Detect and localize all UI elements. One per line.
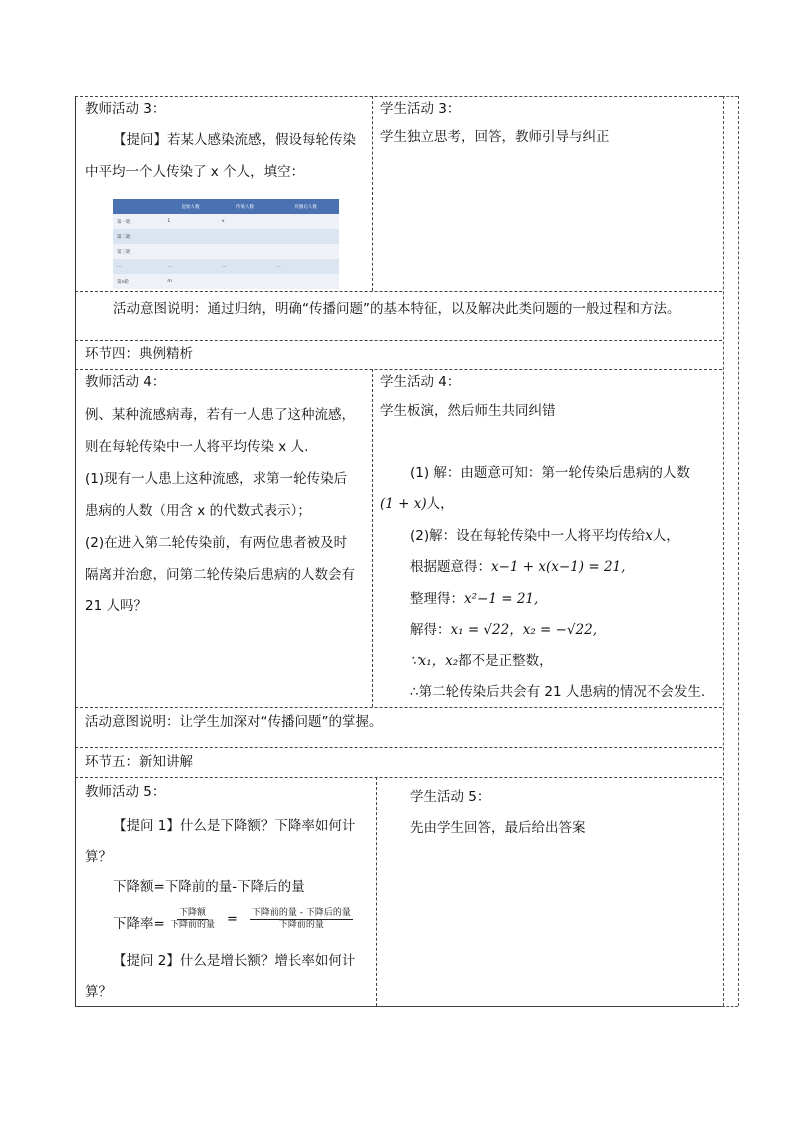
simplify-math: x²−1 = 21,: [464, 591, 539, 607]
table-row: [113, 229, 339, 244]
teacher-activity-4-title: 教师活动 4：: [85, 374, 166, 390]
margin-tick: [722, 96, 738, 97]
table-row: [113, 244, 339, 259]
teacher-activity-3-title: 教师活动 3：: [85, 101, 166, 117]
column-divider: [372, 369, 373, 707]
activity-intent-3: 活动意图说明：通过归纳，明确“传播问题”的基本特征，以及解决此类问题的一般过程和方法。: [113, 301, 681, 317]
student-activity-3-title: 学生活动 3：: [380, 101, 461, 117]
teacher-activity-3-question: 【提问】若某人感染流感，假设每轮传染: [113, 132, 356, 148]
table-cell: [272, 229, 339, 244]
fraction-2-numerator: 下降前的量 - 下降后的量: [251, 908, 351, 918]
section-4-title: 环节四：典例精析: [85, 346, 193, 362]
student-activity-5-text: 先由学生回答，最后给出答案: [410, 820, 586, 836]
solution-part-1: (1) 解：由题意可知：第一轮传染后患病的人数: [410, 465, 690, 481]
roots-label: 解得：: [410, 622, 451, 638]
solution-part-2-unit: 人，: [652, 528, 680, 544]
teacher-activity-4-line: 21 人吗？: [85, 598, 147, 614]
solution-roots: [410, 620, 597, 640]
table-row: [113, 214, 339, 229]
solution-simplify: [410, 589, 538, 609]
table-cell: 第二轮: [113, 229, 163, 244]
solution-part-2-variable: x: [645, 528, 653, 544]
decline-rate-formula: [170, 908, 353, 931]
table-cell: 1: [163, 214, 217, 229]
decline-rate-label: 下降率=: [113, 916, 165, 932]
table-cell: [272, 214, 339, 229]
margin-line: [738, 96, 739, 1006]
equation-label: 根据题意得：: [410, 559, 491, 575]
question-2: 【提问 2】什么是增长额？增长率如何计: [113, 953, 356, 969]
solution-because: [410, 651, 553, 671]
table-cell: …: [272, 259, 339, 274]
student-activity-4-title: 学生活动 4：: [380, 374, 461, 390]
solution-part-1-unit: 人，: [426, 496, 454, 512]
fraction-2: [250, 908, 353, 931]
table-cell: [272, 274, 339, 289]
row-divider: [75, 777, 722, 778]
solution-part-1-expression: (1 + x): [380, 496, 427, 512]
teacher-activity-4-line: (2)在进入第二轮传染前，有两位患者被及时: [85, 535, 348, 551]
table-cell: …: [163, 259, 217, 274]
teacher-activity-4-line: 患病的人数（用含 x 的代数式表示）；: [85, 503, 311, 519]
table-cell: …: [218, 259, 272, 274]
table-cell: [218, 244, 272, 259]
table-header-cell: 起始人数: [163, 199, 217, 214]
student-activity-5-title: 学生活动 5：: [410, 789, 491, 805]
roots-math: x₁ = √22，x₂ = −√22,: [450, 622, 598, 638]
table-header-cell: 传播后人数: [272, 199, 339, 214]
fill-in-table: [113, 199, 339, 289]
question-2-cont: 算？: [85, 984, 112, 1000]
decline-amount-definition: 下降额=下降前的量-下降后的量: [113, 879, 305, 895]
solution-part-1-answer: [380, 494, 454, 514]
table-cell: 第n轮: [113, 274, 163, 289]
equals-sign: =: [227, 912, 238, 927]
fraction-1: [170, 908, 215, 931]
table-cell: [163, 244, 217, 259]
table-header-cell: 传染人数: [218, 199, 272, 214]
fraction-1-numerator: 下降额: [179, 908, 207, 918]
row-divider: [75, 747, 722, 748]
section-5-title: 环节五：新知讲解: [85, 754, 193, 770]
table-row: [113, 274, 339, 289]
table-header-cell: [113, 199, 163, 214]
question-1-cont: 算？: [85, 849, 112, 865]
solution-equation: [410, 557, 625, 577]
teacher-activity-4-line: 则在每轮传染中一人将平均传染 x 人.: [85, 439, 309, 455]
fraction-2-denominator: 下降前的量: [278, 920, 324, 930]
teacher-activity-3-question-cont: 中平均一个人传染了 x 个人，填空：: [85, 164, 305, 180]
table-cell: …: [113, 259, 163, 274]
table-cell: x: [218, 214, 272, 229]
solution-conclusion: ∴第二轮传染后共会有 21 人患病的情况不会发生.: [410, 684, 706, 700]
fraction-1-denominator: 下降前的量: [170, 920, 216, 930]
margin-tick: [722, 1006, 738, 1007]
because-math: ∵x₁，x₂: [410, 653, 459, 669]
row-divider: [75, 340, 722, 341]
teacher-activity-4-line: 隔离并治愈，问第二轮传染后患病的人数会有: [85, 567, 355, 583]
teacher-activity-5-title: 教师活动 5：: [85, 784, 166, 800]
equation-math: x−1 + x(x−1) = 21,: [491, 559, 626, 575]
table-row: [113, 259, 339, 274]
table-cell: [272, 244, 339, 259]
column-divider: [376, 777, 377, 1006]
teacher-activity-4-line: (1)现有一人患上这种流感，求第一轮传染后: [85, 471, 348, 487]
solution-part-2: [410, 526, 680, 546]
table-cell: [218, 274, 272, 289]
row-divider: [75, 1006, 722, 1007]
table-cell: m: [163, 274, 217, 289]
table-cell: [218, 229, 272, 244]
row-divider: [75, 707, 722, 708]
table-cell: 第三轮: [113, 244, 163, 259]
table-cell: [163, 229, 217, 244]
teacher-activity-4-line: 例、某种流感病毒，若有一人患了这种流感，: [85, 407, 355, 423]
activity-intent-4: 活动意图说明：让学生加深对“传播问题”的掌握。: [85, 714, 383, 730]
column-divider: [372, 96, 373, 291]
row-divider: [75, 291, 722, 292]
row-divider: [75, 369, 722, 370]
question-1: 【提问 1】什么是下降额？下降率如何计: [113, 818, 356, 834]
student-activity-4-text: 学生板演，然后师生共同纠错: [380, 403, 556, 419]
row-divider: [75, 96, 722, 97]
table-cell: 第一轮: [113, 214, 163, 229]
student-activity-3-text: 学生独立思考，回答，教师引导与纠正: [380, 129, 610, 145]
simplify-label: 整理得：: [410, 591, 464, 607]
because-text: 都不是正整数，: [458, 653, 553, 669]
solution-part-2-text: (2)解：设在每轮传染中一人将平均传给: [410, 528, 646, 544]
